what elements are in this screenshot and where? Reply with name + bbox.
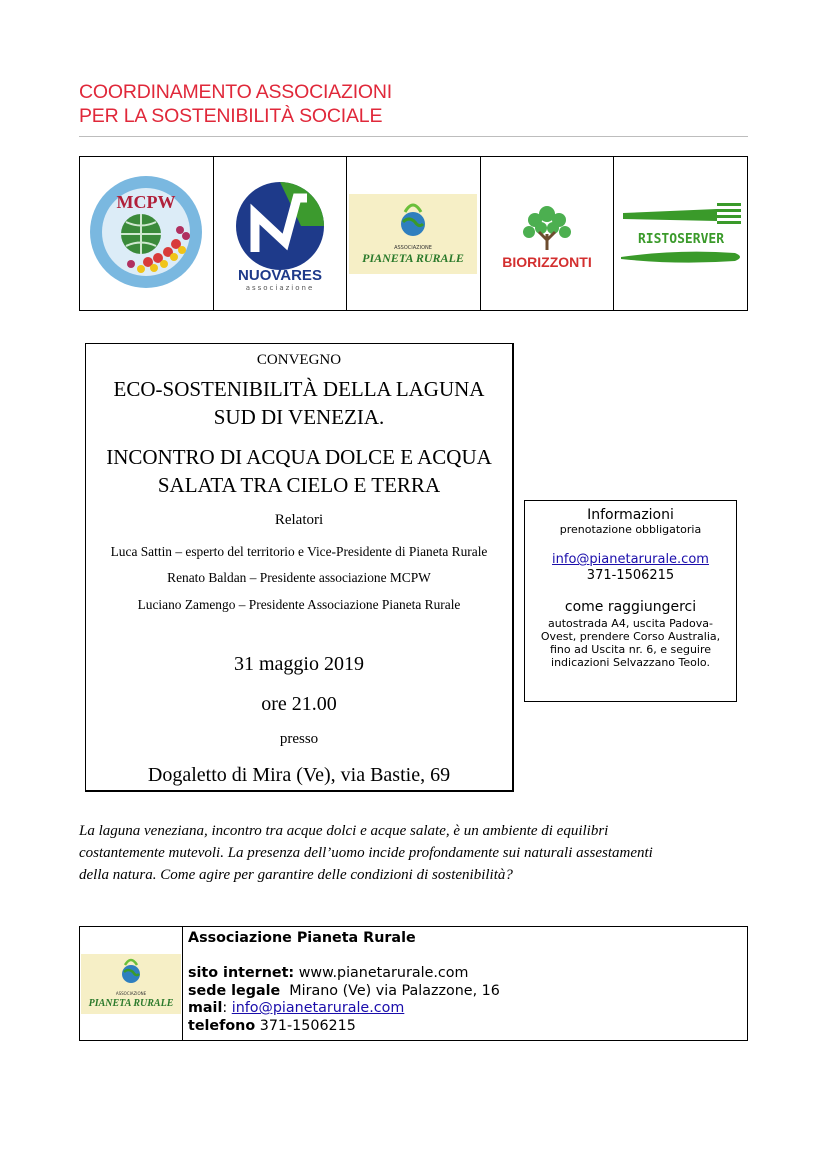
mcpw-logo-text: MCPW — [116, 191, 176, 212]
contact-details: Associazione Pianeta Rurale sito internet: www.pianetarurale.com sede legale Mirano (Ve) via Palazzone, 16 mail: info@pianetarurale.com telefono 371-1506215 — [188, 930, 500, 1034]
relatori-label: Relatori — [274, 512, 324, 528]
directions-title: come raggiungerci — [564, 599, 697, 615]
convegno-subtitle-line-1: INCONTRO DI ACQUA DOLCE E ACQUA — [106, 445, 492, 469]
info-title: Informazioni — [587, 507, 674, 523]
mcpw-logo — [80, 157, 214, 310]
directions-line: autostrada A4, uscita Padova- — [548, 617, 713, 630]
nuovares-logo-text: NUOVARES — [237, 266, 322, 284]
paragraph-line: della natura. Come agire per garantire delle condizioni di sostenibilità? — [79, 867, 513, 883]
nuovares-logo — [214, 157, 348, 310]
org-name: Associazione Pianeta Rurale — [188, 930, 416, 946]
page-header — [79, 80, 392, 128]
site-label: sito internet: — [188, 965, 295, 981]
directions-line: Ovest, prendere Corso Australia, — [540, 630, 721, 643]
sede-label: sede legale — [188, 982, 281, 999]
nuovares-logo-subtext: associazione — [245, 283, 315, 292]
tel-value: 371-1506215 — [259, 1017, 356, 1034]
footer-logo-cell — [80, 927, 183, 1040]
contact-table — [79, 926, 748, 1041]
pianeta-rurale-logo — [347, 157, 481, 310]
description-paragraph — [79, 820, 739, 886]
tel-label: telefono — [188, 1017, 256, 1034]
event-date: 31 maggio 2019 — [234, 653, 364, 675]
paragraph-line: costantemente mutevoli. La presenza dell’uomo incide profondamente sui naturali assestamenti — [79, 845, 653, 861]
relatore-item: Luciano Zamengo – Presidente Associazione Pianeta Rurale — [137, 597, 461, 612]
pianeta-rurale-small-logo — [81, 954, 181, 1014]
site-value: www.pianetarurale.com — [298, 965, 469, 981]
directions-line: fino ad Uscita nr. 6, e seguire — [549, 643, 712, 656]
event-time: ore 21.00 — [261, 693, 337, 715]
convegno-box — [85, 343, 514, 792]
header-line-2: PER LA SOSTENIBILITÀ SOCIALE — [79, 105, 383, 127]
info-box — [524, 500, 737, 702]
partner-logos-table — [79, 156, 748, 311]
info-email-link[interactable]: info@pianetarurale.com — [552, 552, 709, 567]
relatore-item: Luca Sattin – esperto del territorio e Vice-Presidente di Pianeta Rurale — [110, 544, 488, 559]
relatore-item: Renato Baldan – Presidente associazione MCPW — [167, 570, 431, 585]
header-line-1: COORDINAMENTO ASSOCIAZIONI — [79, 81, 392, 103]
sede-value: Mirano (Ve) via Palazzone, 16 — [289, 982, 500, 999]
footer-logo-text: PIANETA RURALE — [88, 998, 174, 1009]
convegno-label: CONVEGNO — [256, 352, 342, 368]
mail-link[interactable]: info@pianetarurale.com — [231, 1000, 405, 1016]
directions-line: indicazioni Selvazzano Teolo. — [551, 656, 710, 669]
info-phone: 371-1506215 — [586, 568, 675, 583]
convegno-title-line-2: SUD DI VENEZIA. — [213, 405, 385, 429]
ristoserver-logo — [614, 157, 747, 310]
header-divider — [79, 136, 748, 137]
event-place: Dogaletto di Mira (Ve), via Bastie, 69 — [147, 764, 451, 786]
presso-label: presso — [279, 731, 319, 747]
biorizzonti-logo — [481, 157, 615, 310]
mail-label: mail — [188, 1000, 223, 1016]
convegno-title-line-1: ECO-SOSTENIBILITÀ DELLA LAGUNA — [113, 377, 485, 401]
ristoserver-logo-text: RISTOSERVER — [637, 231, 724, 247]
convegno-subtitle-line-2: SALATA TRA CIELO E TERRA — [157, 473, 441, 497]
info-booking: prenotazione obbligatoria — [559, 523, 702, 536]
paragraph-line: La laguna veneziana, incontro tra acque dolci e acque salate, è un ambiente di equilibri — [79, 823, 609, 839]
pianeta-logo-text: PIANETA RURALE — [362, 250, 465, 265]
biorizzonti-logo-text: BIORIZZONTI — [502, 253, 592, 270]
footer-logo-subtext: ASSOCIAZIONE — [115, 991, 147, 996]
pianeta-logo-subtext: ASSOCIAZIONE — [394, 244, 433, 251]
